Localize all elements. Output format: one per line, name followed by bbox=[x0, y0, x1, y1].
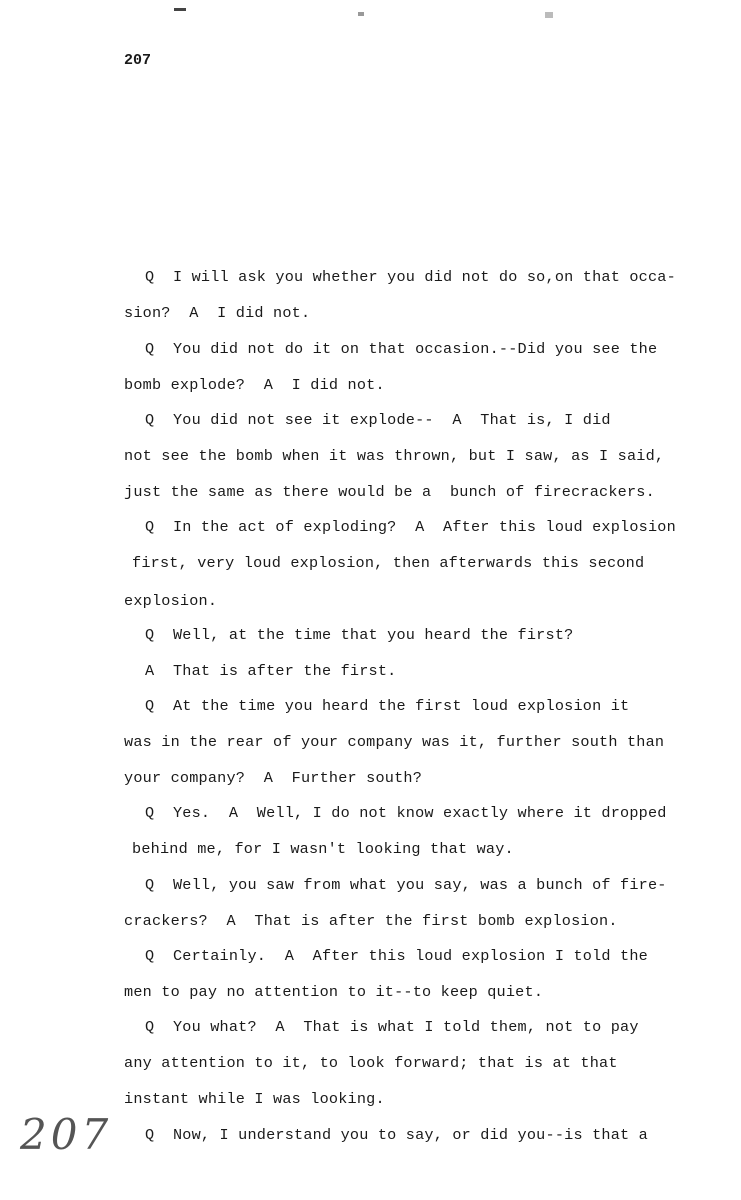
text-line: just the same as there would be a bunch of firecrackers. bbox=[124, 483, 655, 501]
text-line: Q In the act of exploding? A After this loud explosion bbox=[145, 518, 676, 536]
page-number: 207 bbox=[124, 52, 152, 69]
text-line: Q Well, you saw from what you say, was a bunch of fire- bbox=[145, 876, 667, 894]
punch-mark-center bbox=[358, 12, 364, 16]
text-line: any attention to it, to look forward; that is at that bbox=[124, 1054, 618, 1072]
text-line: men to pay no attention to it--to keep quiet. bbox=[124, 983, 544, 1001]
text-line: Q Now, I understand you to say, or did you--is that a bbox=[145, 1126, 648, 1144]
handwritten-page-number: 207 bbox=[20, 1110, 113, 1159]
punch-mark-right bbox=[545, 12, 553, 18]
text-line: Q You did not do it on that occasion.--Did you see the bbox=[145, 340, 658, 358]
text-line: your company? A Further south? bbox=[124, 769, 423, 787]
text-line: Q Yes. A Well, I do not know exactly where it dropped bbox=[145, 804, 667, 822]
text-line: not see the bomb when it was thrown, but I saw, as I said, bbox=[124, 447, 665, 465]
text-line: bomb explode? A I did not. bbox=[124, 376, 385, 394]
text-line: explosion. bbox=[124, 592, 218, 610]
text-line: Q You what? A That is what I told them, not to pay bbox=[145, 1018, 639, 1036]
text-line: sion? A I did not. bbox=[124, 304, 311, 322]
text-line: first, very loud explosion, then afterwards this second bbox=[132, 554, 645, 572]
text-line: Q At the time you heard the first loud explosion it bbox=[145, 697, 630, 715]
punch-mark-left bbox=[174, 8, 186, 11]
text-line: Q Well, at the time that you heard the first? bbox=[145, 626, 574, 644]
text-line: crackers? A That is after the first bomb explosion. bbox=[124, 912, 618, 930]
text-line: Q Certainly. A After this loud explosion I told the bbox=[145, 947, 648, 965]
text-line: Q I will ask you whether you did not do so,on that occa- bbox=[145, 268, 676, 286]
text-line: A That is after the first. bbox=[145, 662, 397, 680]
text-line: was in the rear of your company was it, further south than bbox=[124, 733, 665, 751]
text-line: Q You did not see it explode-- A That is, I did bbox=[145, 411, 611, 429]
text-line: instant while I was looking. bbox=[124, 1090, 385, 1108]
text-line: behind me, for I wasn't looking that way. bbox=[132, 840, 514, 858]
